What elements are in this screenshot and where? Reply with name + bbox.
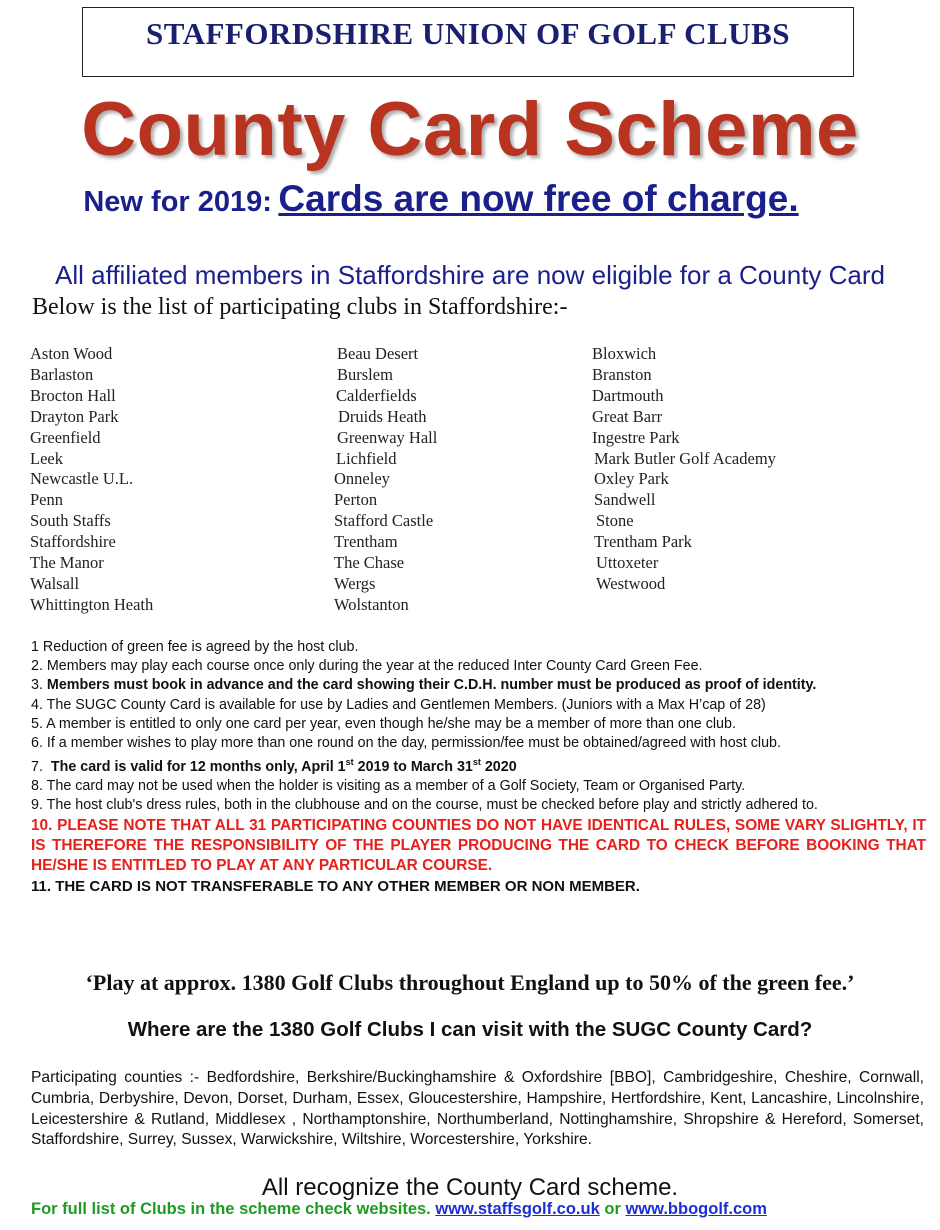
club-item: Whittington Heath	[30, 594, 154, 614]
play-tagline: ‘Play at approx. 1380 Golf Clubs throughout England up to 50% of the green fee.’	[85, 970, 855, 995]
or-text: or	[604, 1200, 621, 1218]
club-item: Uttoxeter	[596, 553, 659, 573]
rule-2: 2. Members may play each course once only during the year at the reduced Inter County Card Green Fee.	[31, 658, 703, 675]
bbogolf-link[interactable]: www.bbogolf.com	[625, 1200, 767, 1218]
club-item: Trentham	[334, 532, 398, 552]
rule-4: 4. The SUGC County Card is available for use by Ladies and Gentlemen Members. (Juniors with a Max H’cap of 28)	[31, 696, 766, 713]
club-list-intro: Below is the list of participating clubs in Staffordshire:-	[32, 294, 568, 320]
club-item: Ingestre Park	[592, 427, 680, 447]
club-item: Wergs	[334, 573, 376, 593]
club-column-1	[30, 344, 153, 616]
recognize-statement: All recognize the County Card scheme.	[261, 1174, 679, 1201]
participating-counties: Participating counties :- Bedfordshire, Berkshire/Buckinghamshire & Oxfordshire [BBO], Cambridgeshire, Cheshire, Cornwall, Cumbria, Derbyshire, Devon, Dorset, Durham, Essex, Gloucestershire, Hampshire, Hertfordshire, Kent, Lancashire, Lincolnshire, Leicestershire & Rutland, Middlesex , Northamptonshire, Northumberland, Nottinghamshire, Shropshire & Hereford, Somerset, Staffordshire, Surrey, Sussex, Warwickshire, Wiltshire, Worcestershire, Yorkshire.	[31, 1069, 924, 1149]
club-item: Stafford Castle	[334, 511, 434, 531]
rule-5: 5. A member is entitled to only one card per year, even though he/she may be a member of more than one club.	[31, 715, 736, 732]
club-item: Staffordshire	[30, 532, 116, 552]
club-item: Branston	[592, 364, 652, 384]
eligibility-statement: All affiliated members in Staffordshire are now eligible for a County Card	[54, 260, 885, 290]
rule-7	[31, 753, 926, 777]
full-list-line	[31, 1200, 767, 1219]
rule-7-part-a: The card is valid for 12 months only, April 1	[50, 758, 346, 775]
rule-7-part-b: 2019 to March 31	[353, 758, 473, 775]
rule-11: 11. THE CARD IS NOT TRANSFERABLE TO ANY OTHER MEMBER OR NON MEMBER.	[31, 877, 640, 895]
club-item: Lichfield	[336, 448, 397, 468]
new-for-2019-label: New for 2019:	[83, 186, 272, 218]
club-item: Burslem	[337, 364, 393, 384]
club-item: Greenfield	[30, 427, 101, 447]
club-item: The Chase	[334, 553, 405, 573]
rule-7-number: 7.	[31, 758, 43, 775]
club-item: Walsall	[30, 573, 80, 593]
club-item: Brocton Hall	[30, 385, 116, 405]
rule-3-text: Members must book in advance and the card showing their C.D.H. number must be produced as proof of identity.	[46, 677, 817, 694]
club-item: Onneley	[334, 469, 390, 489]
rule-3-number: 3.	[31, 677, 43, 694]
club-item: Penn	[30, 490, 63, 510]
union-title: STAFFORDSHIRE UNION OF GOLF CLUBS	[145, 16, 791, 51]
club-item: Greenway Hall	[337, 427, 438, 447]
club-item: Oxley Park	[594, 469, 669, 489]
club-item: Westwood	[596, 573, 666, 593]
rule-3	[31, 676, 926, 695]
club-item: Mark Butler Golf Academy	[594, 448, 776, 468]
rule-1: 1 Reduction of green fee is agreed by the host club.	[31, 639, 359, 655]
rules-list	[31, 638, 926, 896]
club-item: Trentham Park	[594, 532, 692, 552]
club-item: Newcastle U.L.	[30, 469, 134, 489]
free-of-charge-statement: Cards are now free of charge.	[278, 178, 799, 219]
page-title: County Card Scheme	[81, 87, 859, 172]
full-list-prefix: For full list of Clubs in the scheme check websites.	[31, 1200, 431, 1218]
club-item: Stone	[596, 511, 634, 531]
rule-7-superscript: st	[472, 757, 481, 768]
club-item: Druids Heath	[338, 406, 427, 426]
club-column-2	[334, 344, 437, 616]
staffsgolf-link[interactable]: www.staffsgolf.co.uk	[435, 1200, 600, 1218]
club-item: Bloxwich	[592, 344, 657, 363]
rule-8: 8. The card may not be used when the holder is visiting as a member of a Golf Society, Team or Organised Party.	[31, 778, 746, 795]
club-item: Beau Desert	[337, 344, 419, 363]
club-item: Calderfields	[336, 385, 417, 405]
where-heading: Where are the 1380 Golf Clubs I can visit with the SUGC County Card?	[127, 1018, 813, 1041]
rule-9: 9. The host club's dress rules, both in the clubhouse and on the course, must be checked before play and strictly adhered to.	[31, 797, 818, 814]
rule-7-superscript: st	[345, 757, 354, 768]
club-item: Dartmouth	[592, 385, 664, 405]
club-item: Wolstanton	[334, 594, 409, 614]
club-item: Sandwell	[594, 490, 656, 510]
club-item: Leek	[30, 448, 63, 468]
club-item: Perton	[334, 490, 378, 510]
club-item: Great Barr	[592, 406, 663, 426]
rule-7-text	[51, 759, 517, 775]
club-column-3	[592, 344, 776, 595]
rule-6: 6. If a member wishes to play more than one round on the day, permission/fee must be obtained/agreed with host club.	[31, 735, 781, 752]
club-item: Aston Wood	[30, 344, 113, 363]
club-item: Drayton Park	[30, 406, 119, 426]
rule-7-part-c: 2020	[480, 758, 517, 775]
club-item: Barlaston	[30, 364, 94, 384]
new-for-2019-line	[0, 178, 940, 220]
club-item: The Manor	[30, 553, 104, 573]
rule-10-warning: 10. PLEASE NOTE THAT ALL 31 PARTICIPATING COUNTIES DO NOT HAVE IDENTICAL RULES, SOME VARY SLIGHTLY, IT IS THEREFORE THE RESPONSIBILITY OF THE PLAYER PRODUCING THE CARD TO CHECK BEFORE BOOKING THAT HE/SHE IS ENTITLED TO PLAY AT ANY PARTICULAR COURSE.	[31, 816, 926, 875]
club-item: South Staffs	[30, 511, 111, 531]
